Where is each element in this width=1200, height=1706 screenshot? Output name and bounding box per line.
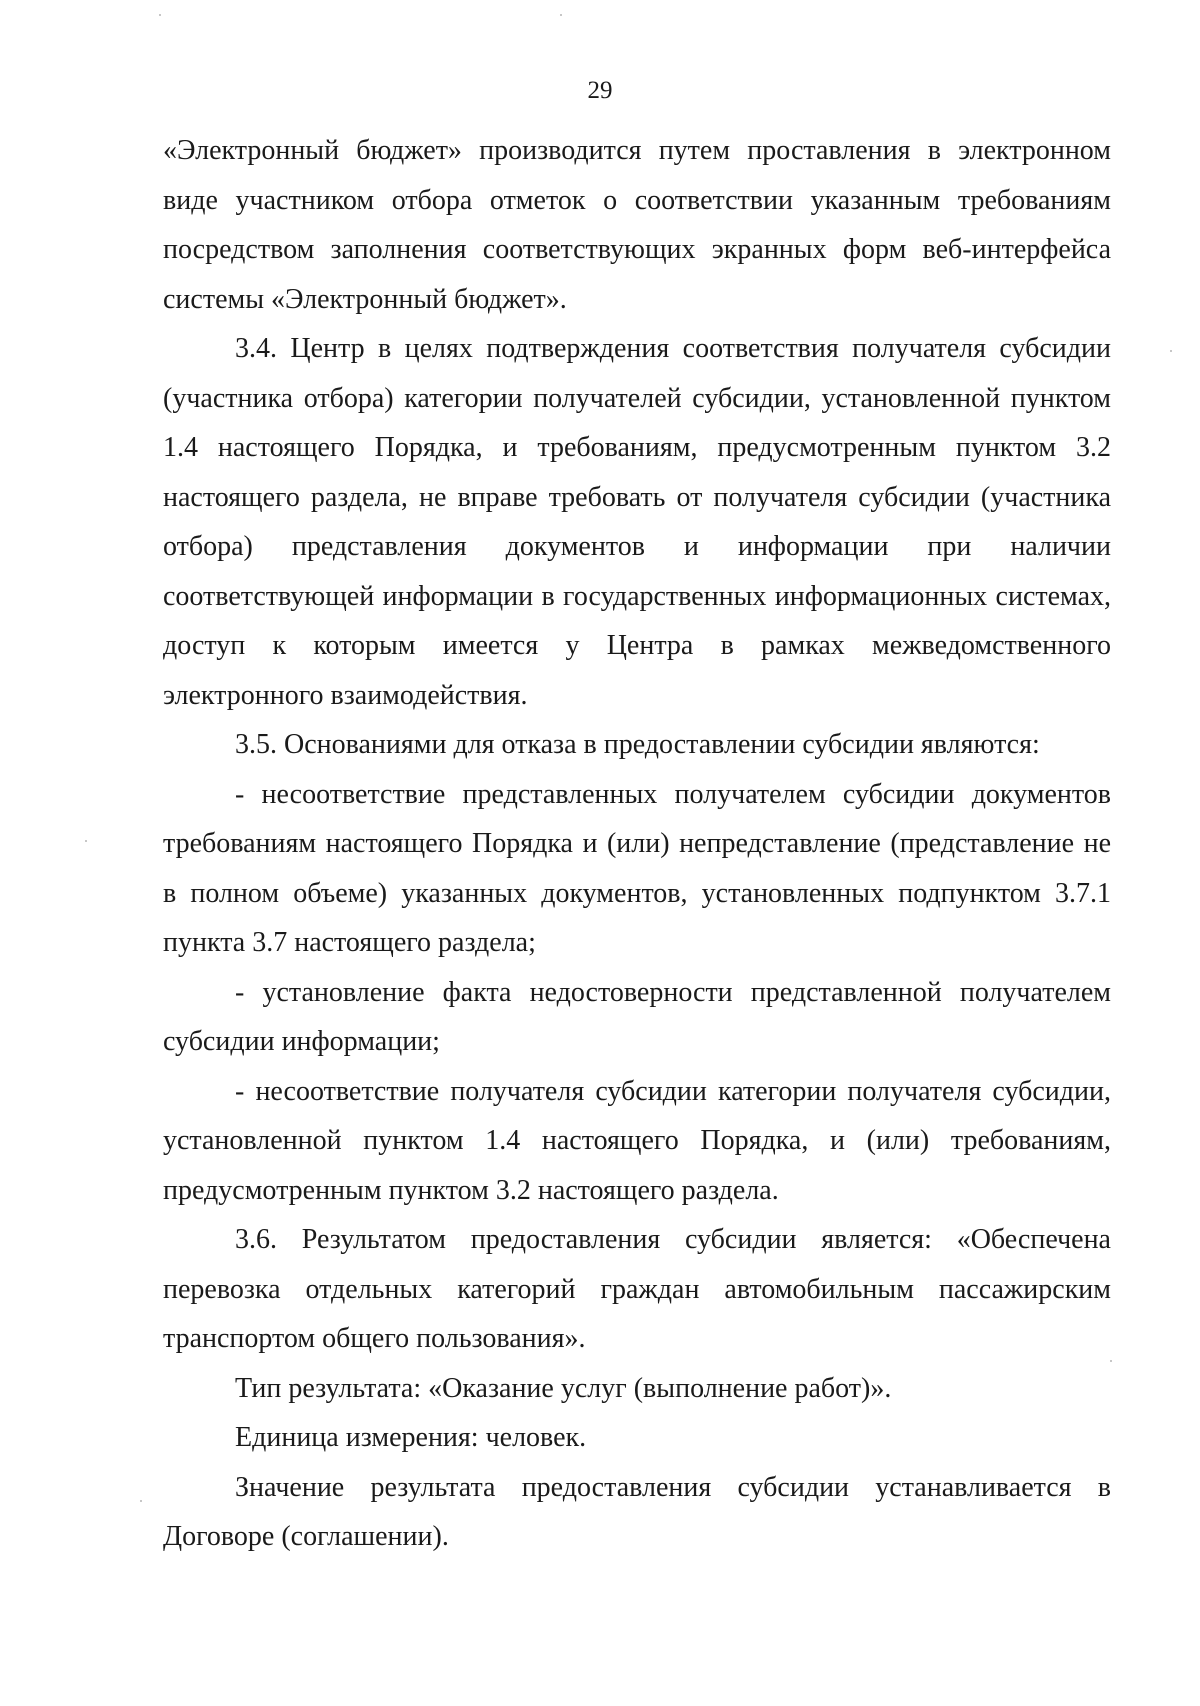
paragraph-3-6: 3.6. Результатом предоставления субсидии является: «Обеспечена перевозка отдельных категорий граждан автомобильным пассажирским транспортом общего пользования». bbox=[163, 1224, 1111, 1354]
paragraph-unit: Единица измерения: человек. bbox=[235, 1422, 587, 1453]
paragraph-result-value: Значение результата предоставления субсидии устанавливается в Договоре (соглашении). bbox=[163, 1471, 1111, 1552]
scan-speck bbox=[1110, 1360, 1112, 1362]
list-item-false-information: - установление факта недостоверности представленной получателем субсидии информации; bbox=[163, 976, 1111, 1057]
scan-speck bbox=[85, 840, 87, 842]
paragraph-3-4: 3.4. Центр в целях подтверждения соответствия получателя субсидии (участника отбора) категории получателей субсидии, установленной пунктом 1.4 настоящего Порядка, и требованиям, предусмотренным пунктом 3.2 настоящего раздела, не вправе требовать от получателя субсидии (участника отбора) представления документов и информации при наличии соответствующей информации в государственных информационных системах, доступ к которым имеется у Центра в рамках межведомственного электронного взаимодействия. bbox=[163, 333, 1111, 711]
scan-speck bbox=[1170, 350, 1172, 352]
list-item-category-mismatch: - несоответствие получателя субсидии категории получателя субсидии, установленной пунктом 1.4 настоящего Порядка, и (или) требованиям, предусмотренным пунктом 3.2 настоящего раздела. bbox=[163, 1075, 1111, 1206]
document-body bbox=[163, 126, 1111, 1562]
paragraph-result-type: Тип результата: «Оказание услуг (выполнение работ)». bbox=[235, 1372, 892, 1404]
list-item-documents-mismatch: - несоответствие представленных получателем субсидии документов требованиям настоящего Порядка и (или) непредставление (представление не в полном объеме) указанных документов, установленных подпунктом 3.7.1 пункта 3.7 настоящего раздела; bbox=[163, 778, 1111, 958]
paragraph-3-5: 3.5. Основаниями для отказа в предоставлении субсидии являются: bbox=[235, 729, 1040, 760]
scan-speck bbox=[140, 1500, 142, 1502]
scan-speck bbox=[159, 14, 161, 16]
page-number: 29 bbox=[587, 77, 613, 104]
paragraph-continuation: «Электронный бюджет» производится путем проставления в электронном виде участником отбора отметок о соответствии указанным требованиям посредством заполнения соответствующих экранных форм веб-интерфейса системы «Электронный бюджет». bbox=[163, 135, 1111, 315]
scan-speck bbox=[560, 14, 562, 16]
